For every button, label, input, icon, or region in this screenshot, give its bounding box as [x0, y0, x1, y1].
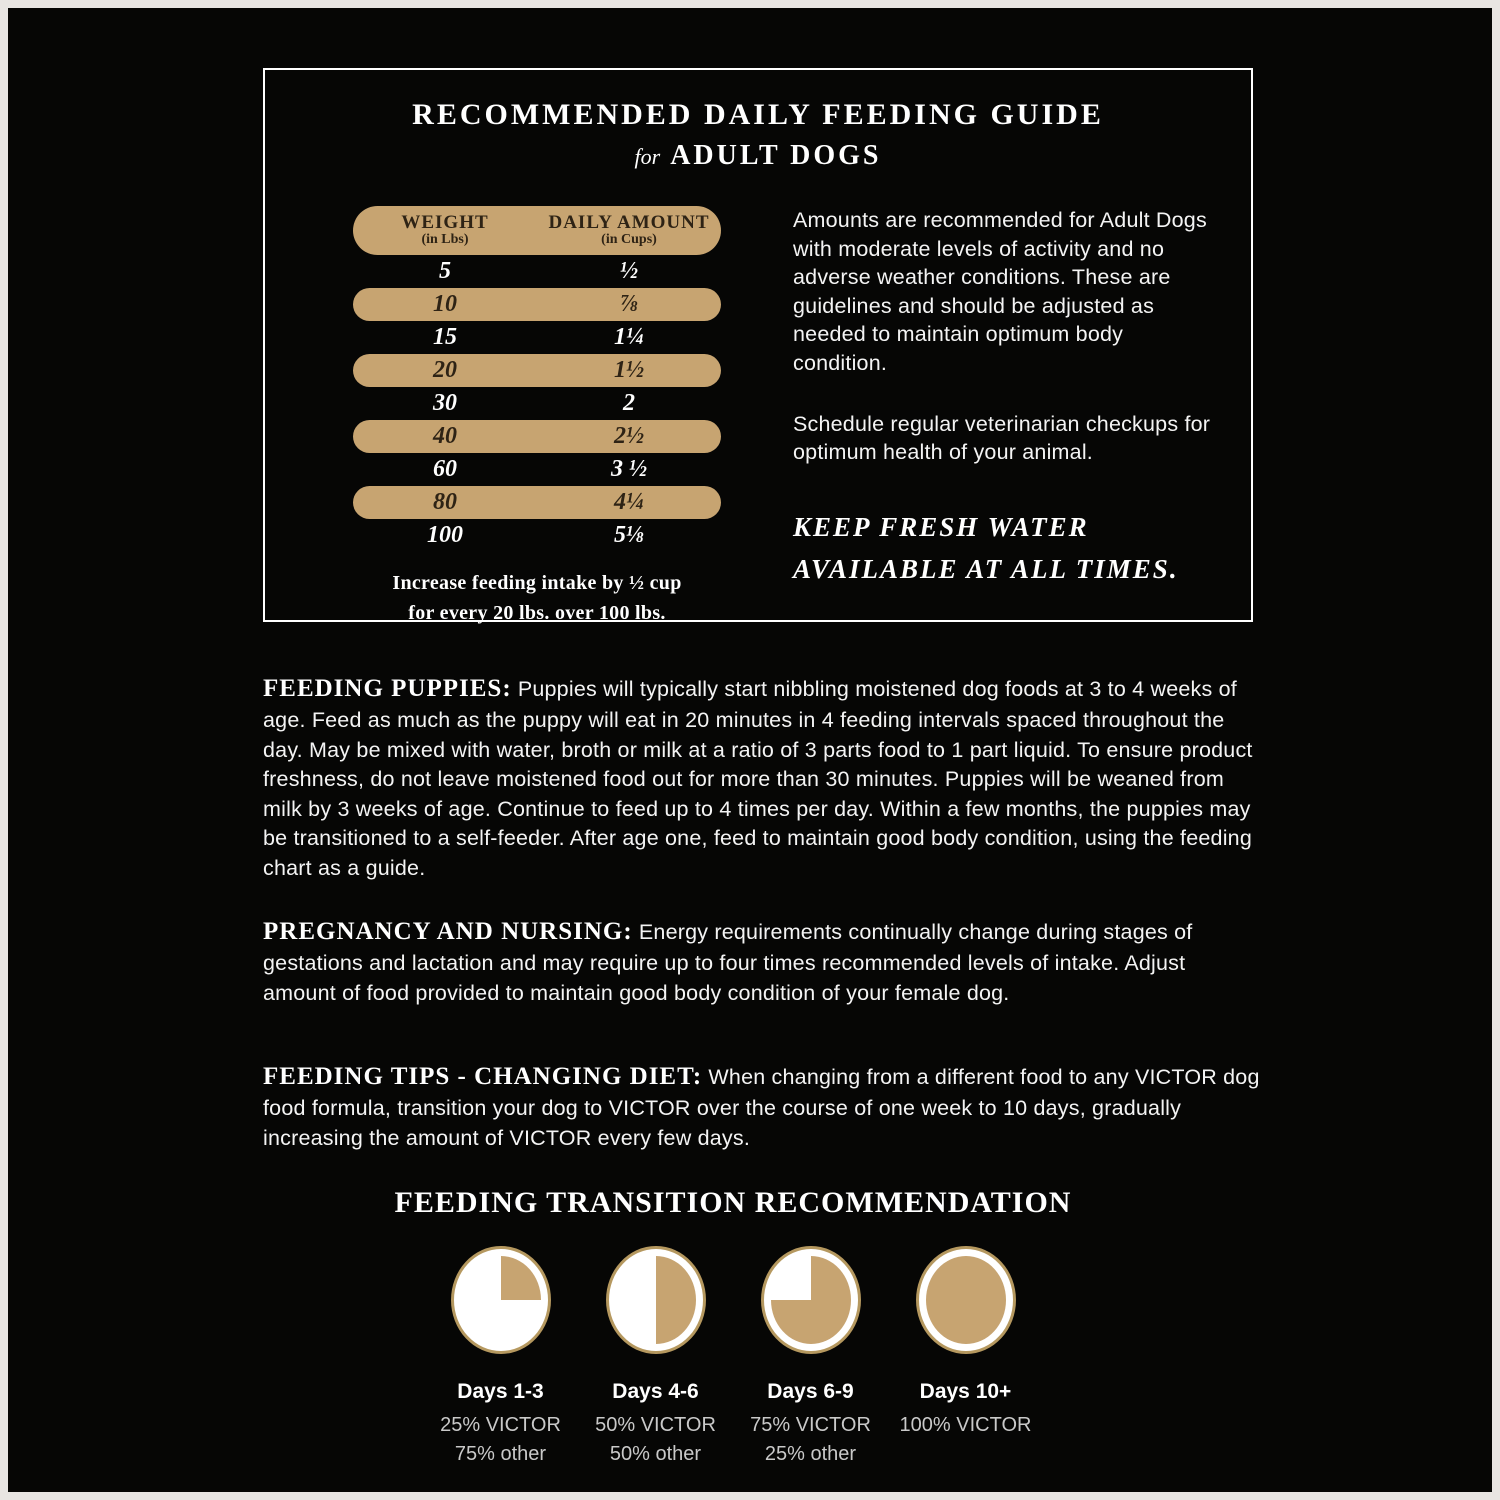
transition-steps [423, 1246, 1043, 1469]
feeding-puppies-body: Puppies will typically start nibbling moistened dog foods at 3 to 4 weeks of age. Feed as much as the puppy will eat in 20 minutes in 4 feeding intervals spaced throughout the day. May be mixed with water, broth or milk at a ratio of 3 parts food to 1 part liquid. To ensure product freshness, do not leave moistened food out for more than 30 minutes. Puppies will be weaned from milk by 3 weeks of age. Continue to feed up to 4 times per day. Within a few months, the puppies may be transitioned to a self-feeder. After age one, feed to maintain good body condition, using the feeding chart as a guide. [263, 677, 1253, 880]
feeding-puppies-heading: FEEDING PUPPIES: [263, 675, 512, 702]
amount-value: 1¼ [614, 324, 644, 350]
amount-value: 1½ [614, 357, 644, 383]
feeding-table-header [353, 206, 721, 255]
weight-value: 20 [433, 357, 457, 383]
amount-value: ½ [620, 258, 638, 284]
amounts-paragraph: Amounts are recommended for Adult Dogs with moderate levels of activity and no adverse weather conditions. These are guidelines and should be adjusted as needed to maintain optimum body condition. [793, 208, 1207, 375]
amount-column-header: DAILY AMOUNT (in Cups) [548, 211, 710, 247]
pie-chart-25-percent-icon [451, 1246, 551, 1354]
guide-subtitle-for: for [634, 144, 661, 169]
feeding-guide-box [263, 68, 1253, 622]
weight-value: 40 [433, 423, 457, 449]
step-mix-label: 75% VICTOR 25% other [750, 1414, 871, 1465]
amount-value: 3 ½ [611, 456, 647, 482]
weight-value: 100 [427, 522, 463, 548]
label-panel [8, 8, 1492, 1492]
step-mix-label: 25% VICTOR 75% other [440, 1414, 561, 1465]
transition-title: FEEDING TRANSITION RECOMMENDATION [394, 1186, 1072, 1219]
step-days-label: Days 6-9 [767, 1380, 854, 1403]
weight-value: 80 [433, 489, 457, 515]
amount-value: 2½ [614, 423, 644, 449]
pregnancy-nursing-heading: PREGNANCY AND NURSING: [263, 918, 633, 945]
guide-subtitle-adult-dogs: ADULT DOGS [670, 140, 882, 171]
step-days-label: Days 4-6 [612, 1380, 699, 1403]
transition-step [888, 1246, 1043, 1469]
step-mix-label: 100% VICTOR [899, 1414, 1032, 1436]
step-days-label: Days 10+ [919, 1380, 1012, 1403]
amount-value: 4¼ [614, 489, 644, 515]
table-row [353, 420, 721, 453]
feeding-puppies-section [263, 672, 1263, 883]
table-row [353, 354, 721, 387]
step-days-label: Days 1-3 [457, 1380, 544, 1403]
transition-step [423, 1246, 578, 1469]
pie-chart-75-percent-icon [761, 1246, 861, 1354]
feeding-tips-heading: FEEDING TIPS - CHANGING DIET: [263, 1063, 703, 1090]
feeding-tips-body: When changing from a different food to any VICTOR dog food formula, transition your dog to VICTOR over the course of one week to 10 days, gradually increasing the amount of VICTOR every few days. [263, 1065, 1260, 1150]
table-row [353, 519, 721, 552]
guide-subtitle [265, 140, 1251, 172]
table-row [353, 255, 721, 288]
amount-value: 2 [623, 390, 635, 416]
weight-value: 60 [433, 456, 457, 482]
table-row [353, 288, 721, 321]
transition-step [733, 1246, 888, 1469]
guide-title: RECOMMENDED DAILY FEEDING GUIDE [412, 98, 1104, 131]
table-row [353, 453, 721, 486]
veterinarian-paragraph: Schedule regular veterinarian checkups for optimum health of your animal. [793, 411, 1211, 465]
fresh-water-notice: KEEP FRESH WATER AVAILABLE AT ALL TIMES. [793, 511, 1179, 584]
guide-content [265, 206, 1251, 628]
table-row [353, 321, 721, 354]
weight-value: 30 [433, 390, 457, 416]
weight-value: 5 [439, 258, 451, 284]
pregnancy-nursing-body: Energy requirements continually change during stages of gestations and lactation and may require up to four times recommended levels of intake. Adjust amount of food provided to maintain good body condition of your female dog. [263, 920, 1193, 1005]
feeding-table [353, 206, 721, 628]
weight-value: 10 [433, 291, 457, 317]
amount-value: 5⅛ [614, 522, 644, 548]
feeding-tips-section [263, 1060, 1263, 1153]
amount-value: ⅞ [620, 291, 638, 317]
pie-chart-50-percent-icon [606, 1246, 706, 1354]
transition-step [578, 1246, 733, 1469]
guide-right-column [793, 206, 1217, 628]
weight-column-header: WEIGHT (in Lbs) [401, 211, 489, 247]
pregnancy-nursing-section [263, 915, 1263, 1008]
weight-value: 15 [433, 324, 457, 350]
pie-chart-100-percent-icon [916, 1246, 1016, 1354]
table-footnote: Increase feeding intake by ½ cup for every 20 lbs. over 100 lbs. [392, 572, 682, 624]
table-row [353, 486, 721, 519]
step-mix-label: 50% VICTOR 50% other [595, 1414, 716, 1465]
table-row [353, 387, 721, 420]
